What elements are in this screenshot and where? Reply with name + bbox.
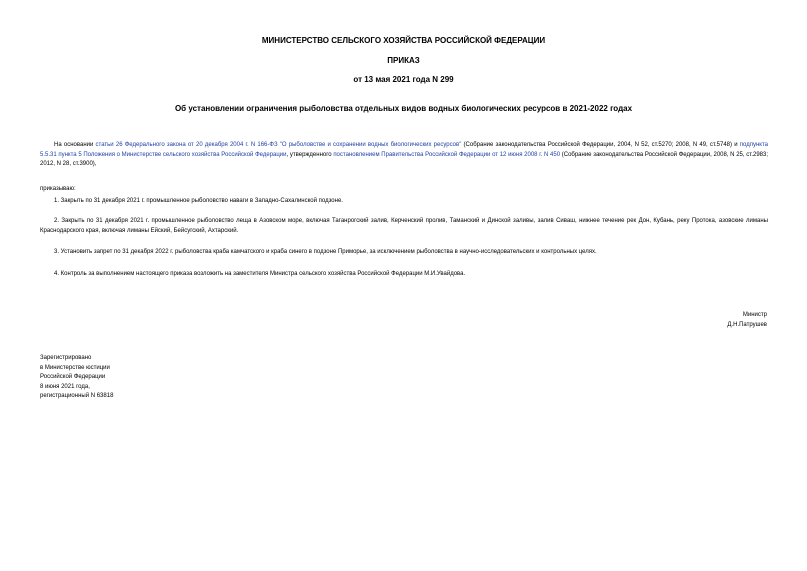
signature-block (727, 311, 767, 330)
registration-block (40, 354, 113, 402)
preamble-text-4: (Собрание законодательства Российской Федерации, 2008, N 25, ст.2983; 2012, N 28, ст.3900), (40, 151, 768, 167)
order-item-1: 1. Закрыть по 31 декабря 2021 г. промышленное рыболовство наваги в Западно-Сахалинской подзоне. (54, 198, 343, 204)
order-item-2: 2. Закрыть по 31 декабря 2021 г. промышленное рыболовство леща в Азовском море, включая Таганрогский залив, Керченский пролив, Таманский и Динской заливы, залив Сиваш, нижнее течение рек Дон, Кубань, реку Протока, азовские лиманы Краснодарского края, включая лиманы Ейский, Бейсугский, Ахтарский. (40, 218, 768, 234)
doc-title: Об установлении ограничения рыболовства отдельных видов водных биологических ресурсов в 2021-2022 годах (174, 104, 633, 113)
signature-position: Министр (742, 312, 767, 318)
registration-line: регистрационный N 63818 (40, 393, 114, 399)
order-item-3: 3. Установить запрет по 31 декабря 2022 г. рыболовства краба камчатского и краба синего в подзоне Приморье, за исключением рыболовства в научно-исследовательских и контрольных целях. (54, 249, 597, 255)
ministry-heading: МИНИСТЕРСТВО СЕЛЬСКОГО ХОЗЯЙСТВА РОССИЙСКОЙ ФЕДЕРАЦИИ (261, 36, 546, 45)
doc-date-number: от 13 мая 2021 года N 299 (353, 75, 454, 84)
preamble-text-2: (Собрание законодательства Российской Федерации, 2004, N 52, ст.5270; 2008, N 49, ст.5748) и (461, 142, 740, 148)
preamble-text-1: На основании (54, 142, 96, 148)
signature-name: Д.Н.Патрушев (727, 321, 767, 328)
order-word: приказываю: (40, 186, 76, 192)
registration-line: Российской Федерации (40, 374, 106, 380)
preamble-paragraph (40, 141, 768, 170)
link-ministry-regulation-subclause[interactable]: подпункта 5.5.31 пункта 5 Положения о Министерстве сельского хозяйства Российской Федерации (40, 142, 769, 158)
link-federal-law-article-26[interactable]: статьи 26 Федерального закона от 20 декабря 2004 г. N 166-ФЗ "О рыболовстве и сохранении водных биологических ресурсов" (95, 142, 462, 148)
registration-line: Зарегистрировано (40, 355, 92, 361)
registration-line: 8 июня 2021 года, (40, 383, 90, 390)
doc-type-heading: ПРИКАЗ (387, 56, 420, 65)
link-government-resolution-450[interactable]: постановлением Правительства Российской Федерации от 12 июня 2008 г. N 450 (333, 151, 561, 158)
order-item-4: 4. Контроль за выполнением настоящего приказа возложить на заместителя Министра сельского хозяйства Российской Федерации М.И.Увайдова. (54, 271, 466, 277)
preamble-text-3: , утвержденного (286, 151, 334, 158)
registration-line: в Министерстве юстиции (40, 364, 110, 371)
